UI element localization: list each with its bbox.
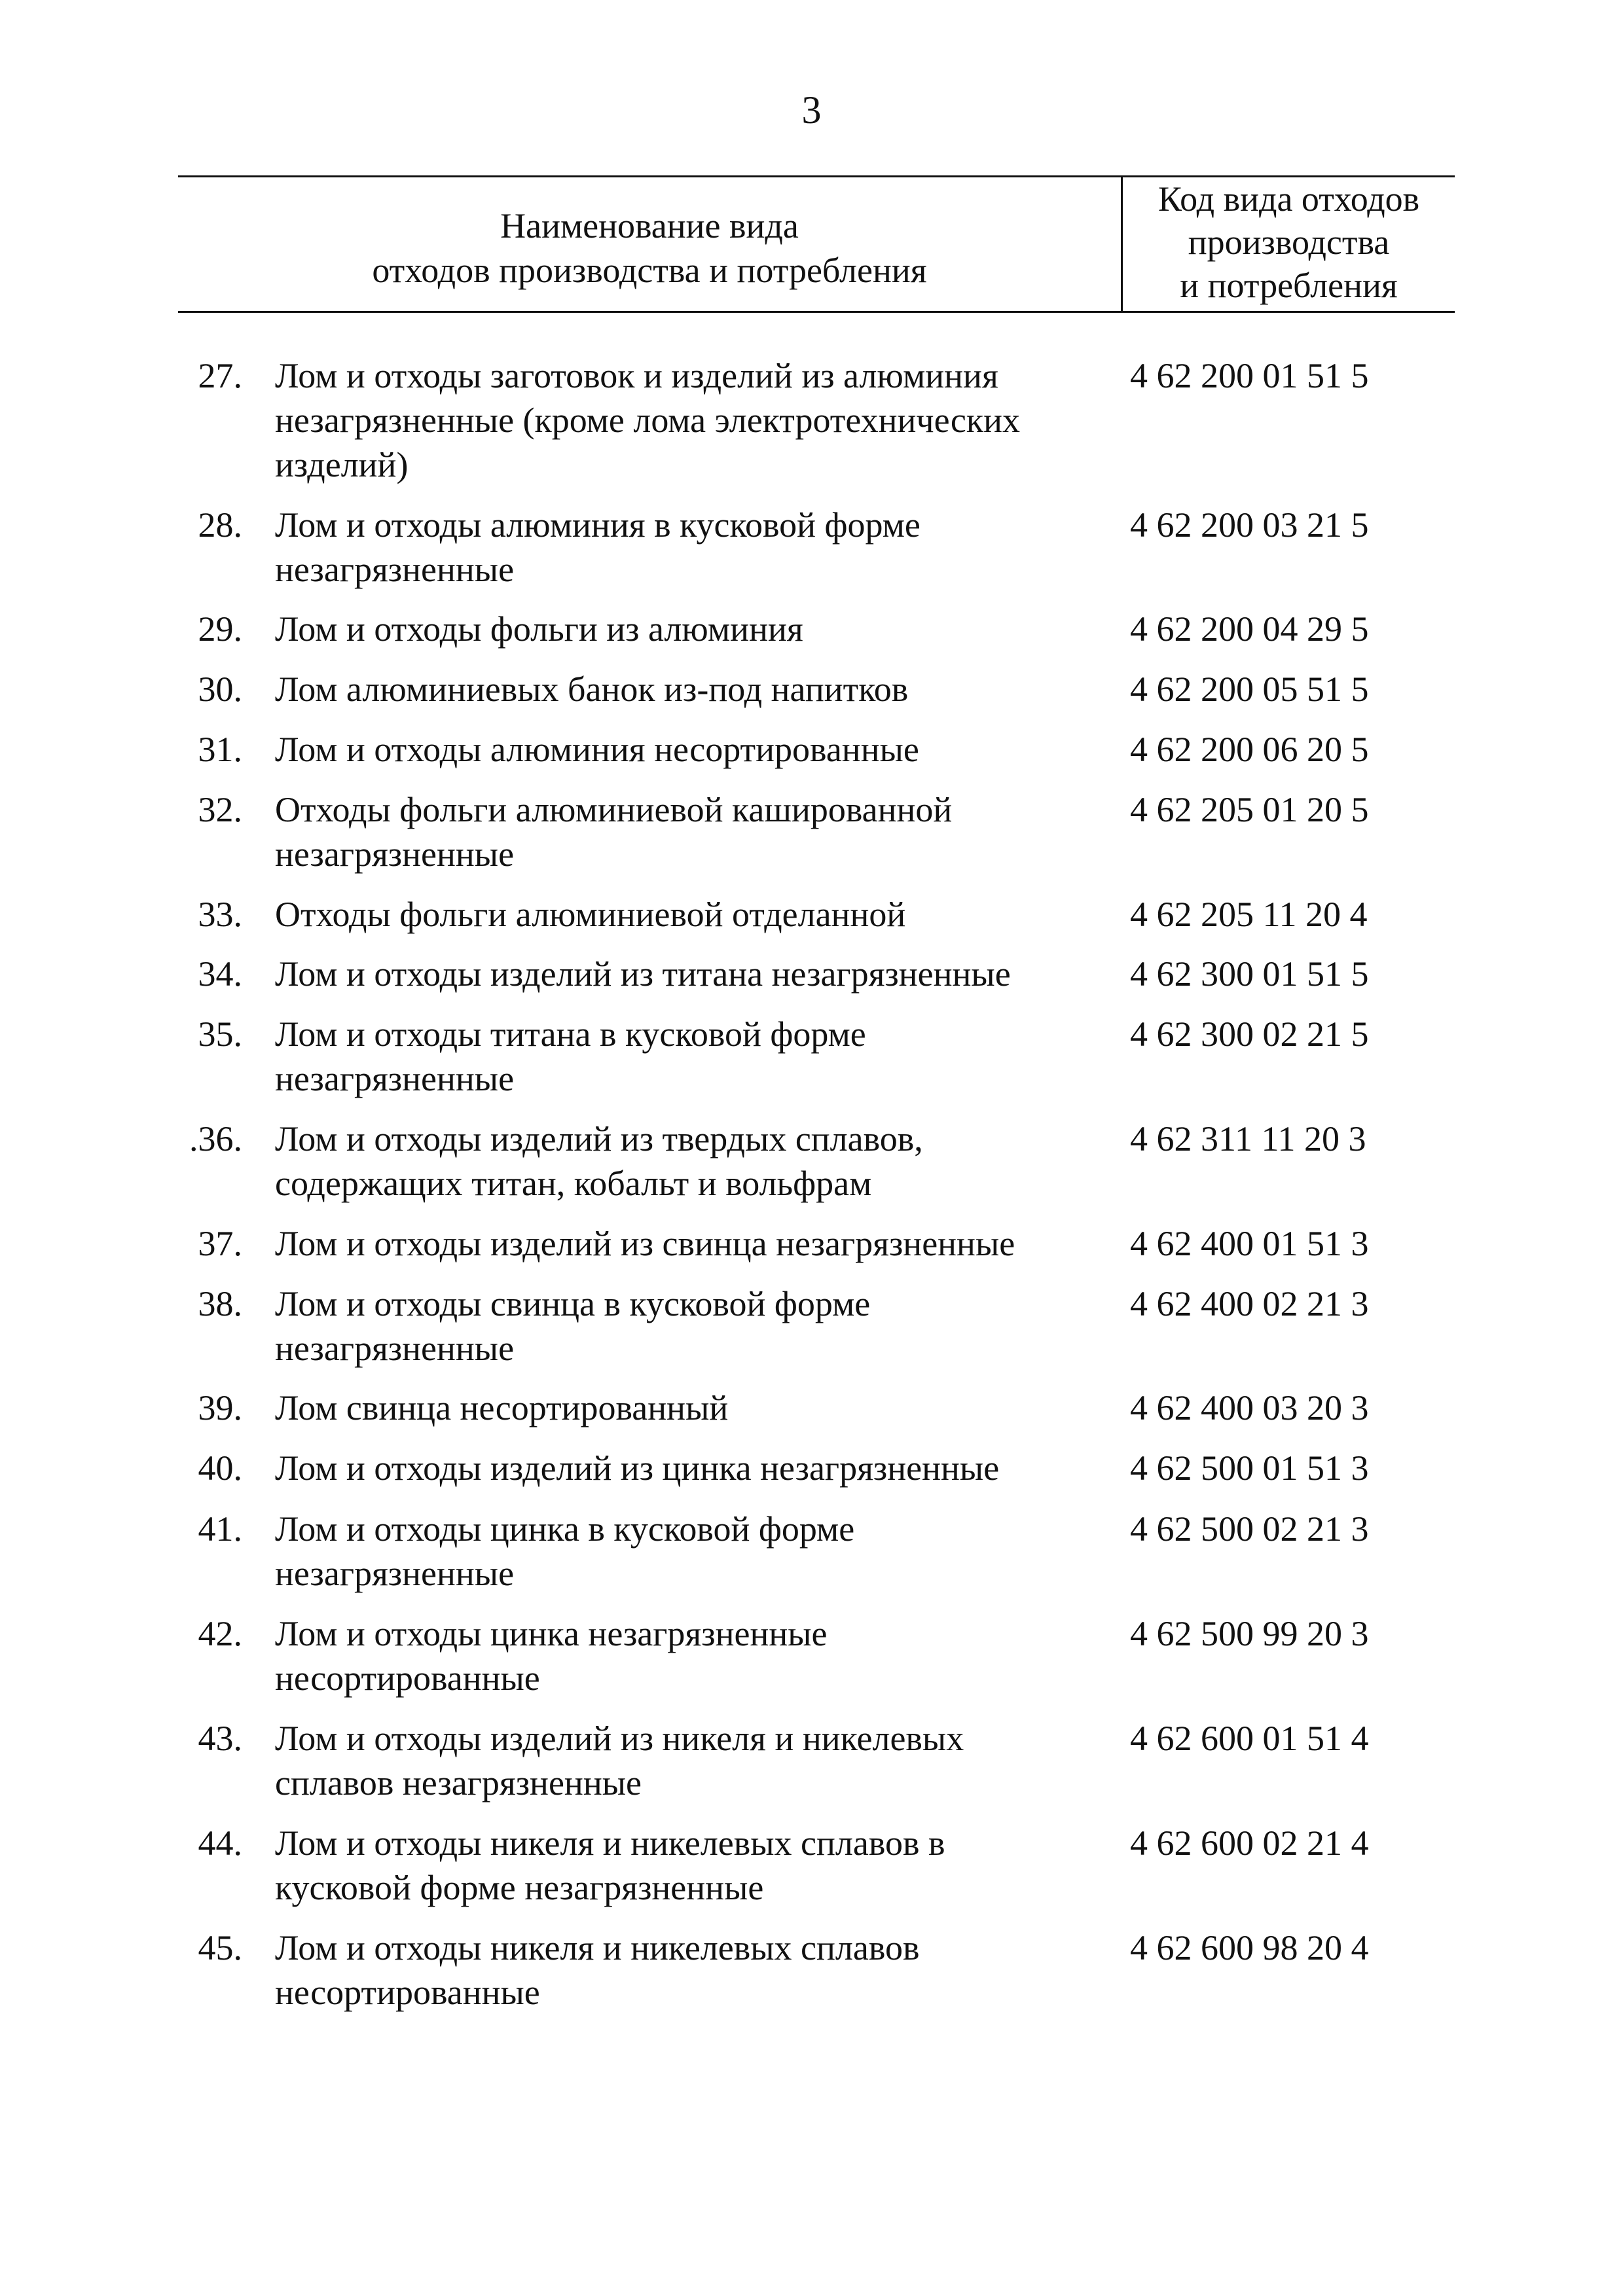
- row-name-line: незагрязненные: [275, 1329, 515, 1368]
- row-number: 38.: [198, 1284, 242, 1323]
- row-name: [275, 727, 1106, 772]
- row-name: [275, 787, 1106, 876]
- row-name-line: Лом и отходы титана в кусковой форме: [275, 1014, 866, 1054]
- row-code: 4 62 500 99 20 3: [1130, 1614, 1369, 1653]
- row-name-line: Лом свинца несортированный: [275, 1388, 729, 1427]
- row-name: [275, 1611, 1106, 1700]
- row-number: 33.: [198, 895, 242, 934]
- row-number: 44.: [198, 1823, 242, 1863]
- row-number: .36.: [189, 1119, 242, 1158]
- row-number: 40.: [198, 1448, 242, 1488]
- row-code: 4 62 400 01 51 3: [1130, 1224, 1369, 1263]
- row-number: 41.: [198, 1509, 242, 1549]
- row-name-line: изделий): [275, 445, 409, 484]
- row-name-line: незагрязненные: [275, 834, 515, 874]
- row-name-line: Лом и отходы изделий из никеля и никелевых: [275, 1719, 964, 1758]
- row-number: 35.: [198, 1014, 242, 1054]
- row-number: 28.: [198, 505, 242, 545]
- header-code-line: Код вида отходов: [1158, 179, 1420, 219]
- row-name-line: кусковой форме незагрязненные: [275, 1868, 764, 1907]
- row-number: 45.: [198, 1928, 242, 1967]
- row-name-line: Лом и отходы изделий из твердых сплавов,: [275, 1119, 923, 1158]
- row-code: 4 62 200 01 51 5: [1130, 356, 1369, 395]
- row-code: 4 62 400 02 21 3: [1130, 1284, 1369, 1323]
- row-name-line: сплавов незагрязненные: [275, 1763, 642, 1803]
- header-name-line: отходов производства и потребления: [372, 251, 927, 290]
- row-code: 4 62 600 01 51 4: [1130, 1719, 1369, 1758]
- row-name-line: Лом и отходы алюминия несортированные: [275, 730, 919, 769]
- row-name: [275, 1446, 1106, 1490]
- row-name: [275, 892, 1106, 937]
- row-name: [275, 1386, 1106, 1430]
- row-name-line: Лом и отходы свинца в кусковой форме: [275, 1284, 871, 1323]
- row-name-line: незагрязненные: [275, 1554, 515, 1593]
- page-number: 3: [801, 88, 822, 132]
- row-name: [275, 1282, 1106, 1371]
- row-code: 4 62 500 02 21 3: [1130, 1509, 1369, 1549]
- row-number: 32.: [198, 790, 242, 829]
- row-name-line: несортированные: [275, 1659, 540, 1698]
- row-number: 27.: [198, 356, 242, 395]
- row-name: [275, 1221, 1106, 1266]
- row-name-line: Лом алюминиевых банок из-под напитков: [275, 670, 909, 709]
- row-name-line: несортированные: [275, 1973, 540, 2012]
- row-name-line: Лом и отходы алюминия в кусковой форме: [275, 505, 921, 545]
- row-code: 4 62 200 04 29 5: [1130, 609, 1369, 649]
- row-name: [275, 607, 1106, 651]
- row-name-line: Лом и отходы цинка незагрязненные: [275, 1614, 828, 1653]
- row-code: 4 62 200 06 20 5: [1130, 730, 1369, 769]
- row-code: 4 62 205 11 20 4: [1130, 895, 1368, 934]
- row-number: 29.: [198, 609, 242, 649]
- row-code: 4 62 300 02 21 5: [1130, 1014, 1369, 1054]
- row-number: 34.: [198, 954, 242, 994]
- row-name: [275, 1117, 1106, 1206]
- row-name-line: Лом и отходы никеля и никелевых сплавов: [275, 1928, 920, 1967]
- row-name: [275, 353, 1106, 487]
- row-code: 4 62 311 11 20 3: [1130, 1119, 1366, 1158]
- row-name: [275, 667, 1106, 711]
- row-name: [275, 1012, 1106, 1101]
- row-name-line: Лом и отходы заготовок и изделий из алюминия: [275, 356, 998, 395]
- row-name-line: Лом и отходы цинка в кусковой форме: [275, 1509, 855, 1549]
- row-name-line: Отходы фольги алюминиевой отделанной: [275, 895, 906, 934]
- row-number: 37.: [198, 1224, 242, 1263]
- row-code: 4 62 600 98 20 4: [1130, 1928, 1369, 1967]
- row-code: 4 62 300 01 51 5: [1130, 954, 1369, 994]
- row-name-line: Лом и отходы изделий из цинка незагрязненные: [275, 1448, 1000, 1488]
- row-number: 43.: [198, 1719, 242, 1758]
- row-name: [275, 1716, 1106, 1805]
- row-name: [275, 1926, 1106, 2015]
- row-name: [275, 952, 1106, 996]
- row-name-line: незагрязненные: [275, 1059, 515, 1098]
- row-name-line: Лом и отходы изделий из свинца незагрязненные: [275, 1224, 1015, 1263]
- row-code: 4 62 500 01 51 3: [1130, 1448, 1369, 1488]
- row-code: 4 62 200 03 21 5: [1130, 505, 1369, 545]
- row-code: 4 62 200 05 51 5: [1130, 670, 1369, 709]
- row-code: 4 62 400 03 20 3: [1130, 1388, 1369, 1427]
- row-number: 42.: [198, 1614, 242, 1653]
- row-number: 39.: [198, 1388, 242, 1427]
- row-name-line: Лом и отходы никеля и никелевых сплавов в: [275, 1823, 945, 1863]
- header-code-line: и потребления: [1180, 266, 1398, 305]
- row-name: [275, 1821, 1106, 1910]
- row-name: [275, 1507, 1106, 1596]
- row-code: 4 62 600 02 21 4: [1130, 1823, 1369, 1863]
- header-code-line: производства: [1188, 223, 1390, 262]
- row-number: 31.: [198, 730, 242, 769]
- row-name-line: Лом и отходы фольги из алюминия: [275, 609, 803, 649]
- row-name-line: содержащих титан, кобальт и вольфрам: [275, 1164, 872, 1203]
- row-number: 30.: [198, 670, 242, 709]
- row-name: [275, 503, 1106, 592]
- row-name-line: незагрязненные: [275, 550, 515, 589]
- row-code: 4 62 205 01 20 5: [1130, 790, 1369, 829]
- header-name-line: Наименование вида: [500, 206, 799, 245]
- row-name-line: Лом и отходы изделий из титана незагрязненные: [275, 954, 1011, 994]
- row-name-line: Отходы фольги алюминиевой кашированной: [275, 790, 953, 829]
- row-name-line: незагрязненные (кроме лома электротехнических: [275, 401, 1020, 440]
